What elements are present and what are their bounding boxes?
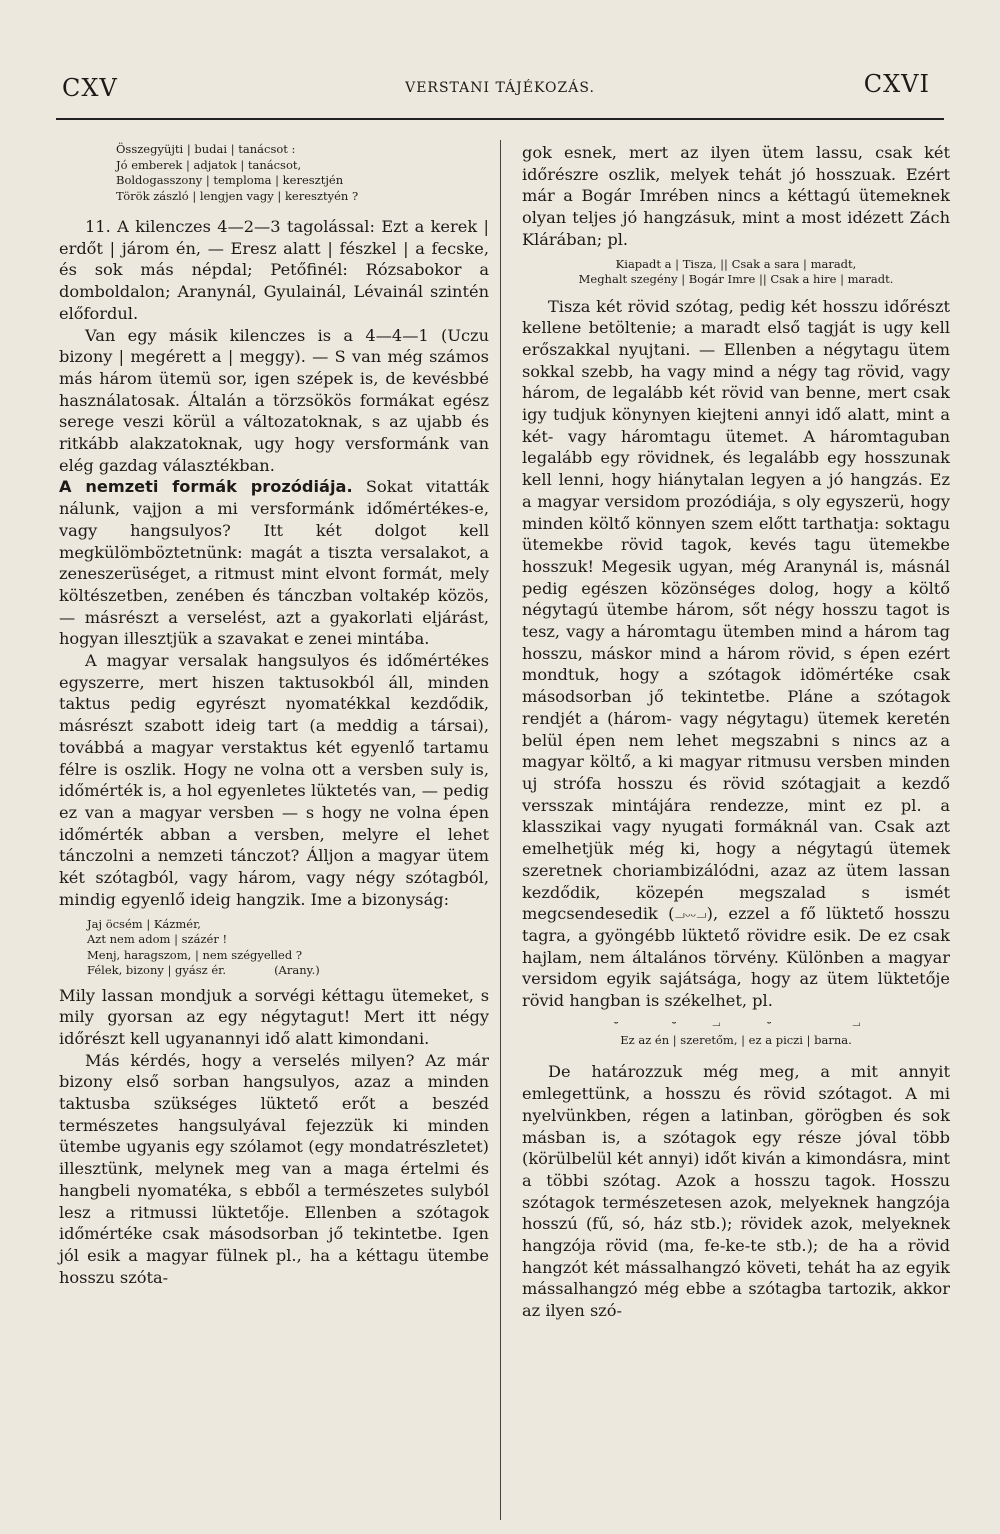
header-rule — [56, 118, 944, 120]
page-header — [0, 70, 1000, 110]
paragraph: A magyar versalak hangsulyos és időmértékes egyszerre, mert hiszen taktusokból áll, minden taktus pedig egyrészt nyomatékkal kezdődik, másrészt szabott ideig tart (a meddig a társai), továbbá a magyar verstaktus két egyenlő tartamu félre is oszlik. Hogy ne volna ott a versben suly is, időmérték is, a hol egyenletes lüktetés van, — pedig ez van a magyar versben — s hogy ne volna épen időmérték abban a versben, melyre el lehet tánczolni a nemzeti tánczot? Álljon a magyar ütem két szótagból, vagy három, vagy négy szótagból, mindig egyenlő ideig hangzik. Ime a bizonyság: — [59, 651, 489, 909]
verse-line: Összegyüjti | budai | tanácsot : — [116, 142, 296, 156]
verse-line: Menj, haragszom, | nem szégyelled ? — [87, 947, 303, 962]
verse-line: Boldogasszony | temploma | keresztjén — [116, 173, 344, 187]
short-syllable-mark: ⏑ — [767, 1015, 772, 1031]
running-title: VERSTANI TÁJÉKOZÁS. — [405, 80, 595, 96]
short-syllable-mark: ⏑ — [614, 1015, 619, 1031]
column-divider — [500, 140, 501, 1520]
right-column — [522, 142, 950, 1322]
paragraph: Sokat vitatták nálunk, vajjon a mi versformánk időmértékes-e, vagy hangsulyos? Itt két dolgot kell megkülömböztetnünk: magát a tiszta versalakot, a zeneszerüséget, a ritmust mint elvont formát, mely költészetben, zenében és tánczban voltakép közös, — másrészt a verselést, azt a gyakorlati eljárást, hogyan illesztjük a szavakat e zenei mintába. — [59, 477, 489, 649]
verse-line: Azt nem adom | százér ! — [87, 932, 228, 946]
left-column — [59, 142, 489, 1288]
verse-line: Jó emberek | adjatok | tanácsot, — [116, 157, 302, 172]
verse-line: Ez az én | szeretőm, | ez a piczi | barna. — [620, 1032, 852, 1047]
verse-line: Félek, bizony | gyász ér. — [87, 963, 227, 977]
section-heading: A nemzeti formák prozódiája. — [59, 477, 353, 497]
verse-block-1 — [59, 142, 489, 204]
verse-line: Jaj öcsém | Kázmér, — [87, 916, 201, 931]
long-syllable-mark: ⏗ — [712, 1015, 721, 1031]
long-syllable-mark: ⏗ — [852, 1015, 861, 1031]
right-page-number: CXVI — [863, 70, 930, 98]
verse-attribution: (Arany.) — [274, 963, 320, 977]
paragraph: De határozzuk még meg, a mit annyit emlegettünk, a hosszu és rövid szótagot. A mi nyelvünkben, régen a latinban, görögben és sok másban is, a szótagok egy része jóval több (körülbelül két annyi) időt kiván a kimondásra, mint a többi szótag. Azok a hosszu tagok. Hosszu szótagok természetesen azok, melyeknek hangzója hosszú (fű, só, ház stb.); rövidek azok, melyeknek hangzója rövid (ma, fe-ke-te stb.); de ha a rövid hangzót két mássalhangzó követi, tehát ha az egyik mássalhangzó még ebbe a szótagba tartozik, akkor az ilyen szó- — [522, 1062, 950, 1321]
verse-line: Török zászló | lengjen vagy | keresztyén ? — [116, 188, 359, 203]
paragraph: Mily lassan mondjuk a sorvégi kéttagu ütemeket, s mily gyorsan az egy négytagut! Mert itt négy időrészt kell ugyanannyi idő alatt kimondani. — [59, 985, 489, 1048]
paragraph: Más kérdés, hogy a verselés milyen? Az már bizony első sorban hangsulyos, azaz a minden taktusba szükséges lüktető erőt a beszéd természetes hangsulyával fejezzük ki minden ütembe ugyanis egy szólamot (egy mondatrészletet) illesztünk, melynek meg van a maga értelmi és hangbeli nyomatéka, s ebből a természetes sulyból lesz a ritmussi lüktetője. Ellenben a szótagok időmértéke csak másodsorban jő tekintetbe. Igen jól esik a magyar fülnek pl., ha a kéttagu ütembe hosszu szóta- — [59, 1050, 489, 1287]
paragraph: Van egy másik kilenczes is a 4—4—1 (Uczu bizony | megérett a | meggy). — S van még számos más három ütemü sor, igen szépek is, de kevésbbé használatosak. Általán a törzsökös formákat egész serege veszi körül a változatoknak, s az ujabb és ritkább alakzatoknak, ugy hogy versformánk van elég gazdag választékban. — [59, 325, 489, 475]
verse-line: Kiapadt a | Tisza, || Csak a sara | maradt, — [615, 256, 857, 271]
paragraph: 11. A kilenczes 4—2—3 tagolással: Ezt a kerek | erdőt | járom én, — Eresz alatt | fészkel | a fecske, és sok más népdal; Petőfinél: Rózsabokor a domboldalon; Aranynál, Gyulainál, Lévainál szintén előfordul. — [59, 217, 489, 323]
verse-block-3 — [522, 257, 950, 288]
left-page-number: CXV — [62, 74, 118, 102]
verse-line: Meghalt szegény | Bogár Imre || Csak a hire | maradt. — [578, 272, 894, 287]
short-syllable-mark: ⏑ — [672, 1015, 677, 1031]
scansion-marks — [522, 1016, 950, 1030]
paragraph: Tisza két rövid szótag, pedig két hosszu időrészt kellene betöltenie; a maradt első tagját is ugy kell erőszakkal nyujtani. — Ellenben a négytagu ütem sokkal szebb, ha vagy mind a négy tag rövid, vagy három, de legalább két rövid van benne, mert csak igy tudjuk könynyen kiejteni annyi idő alatt, mint a két- vagy háromtagu ütemet. A háromtaguban legalább egy rövidnek, és legalább egy hosszunak kell lenni, hogy hiánytalan legyen a jó hangzás. Ez a magyar versidom prozódiája, s oly egyszerü, hogy minden költő könnyen szem előtt tarthatja: soktagu ütemekbe rövid tagok, kevés tagu ütemekbe hosszuk! Megesik ugyan, még Aranynál is, másnál pedig egészen közönséges dolog, hogy a költő négytagú ütembe három, sőt négy hosszu tagot is tesz, vagy a háromtagu ütemben mind a három tag hosszu, máskor mind a három rövid, s épen ezért mondtuk, hogy a szótagok idömértéke csak másodsorban jő tekintetbe. Pláne a szótagok rendjét a (három- vagy négytagu) ütemek keretén belül épen nem lehet megszabni s nincs az a magyar költő, a ki magyar ritmusu versben minden uj strófa hosszu és rövid szótagjait a kezdő versszak mintájára rendezze, mint ez pl. a klasszikai vagy nyugati formáknál van. Csak azt emelhetjük még ki, hogy a négytagú ütemek szeretnek choriambizálódni, azaz az ütem lassan kezdődik, közepén megszalad s ismét megcsendesedik (⏗⏑⏑⏗), ezzel a fő lüktető hosszu tagra, a gyöngébb lüktető rövidre esik. De ez csak hajlam, nem általános törvény. Különben a magyar versidom egyik sajátsága, hogy az ütem lüktetője rövid hangban is székelhet, pl. — [522, 296, 950, 1011]
paragraph: gok esnek, mert az ilyen ütem lassu, csak két időrészre oszlik, melyek tehát jó hosszuak. Ezért már a Bogár Imrében nincs a kéttagú ütemeknek olyan teljes jó hangzásuk, mint a most idézett Zách Klárában; pl. — [522, 143, 950, 249]
verse-block-2 — [59, 917, 489, 979]
